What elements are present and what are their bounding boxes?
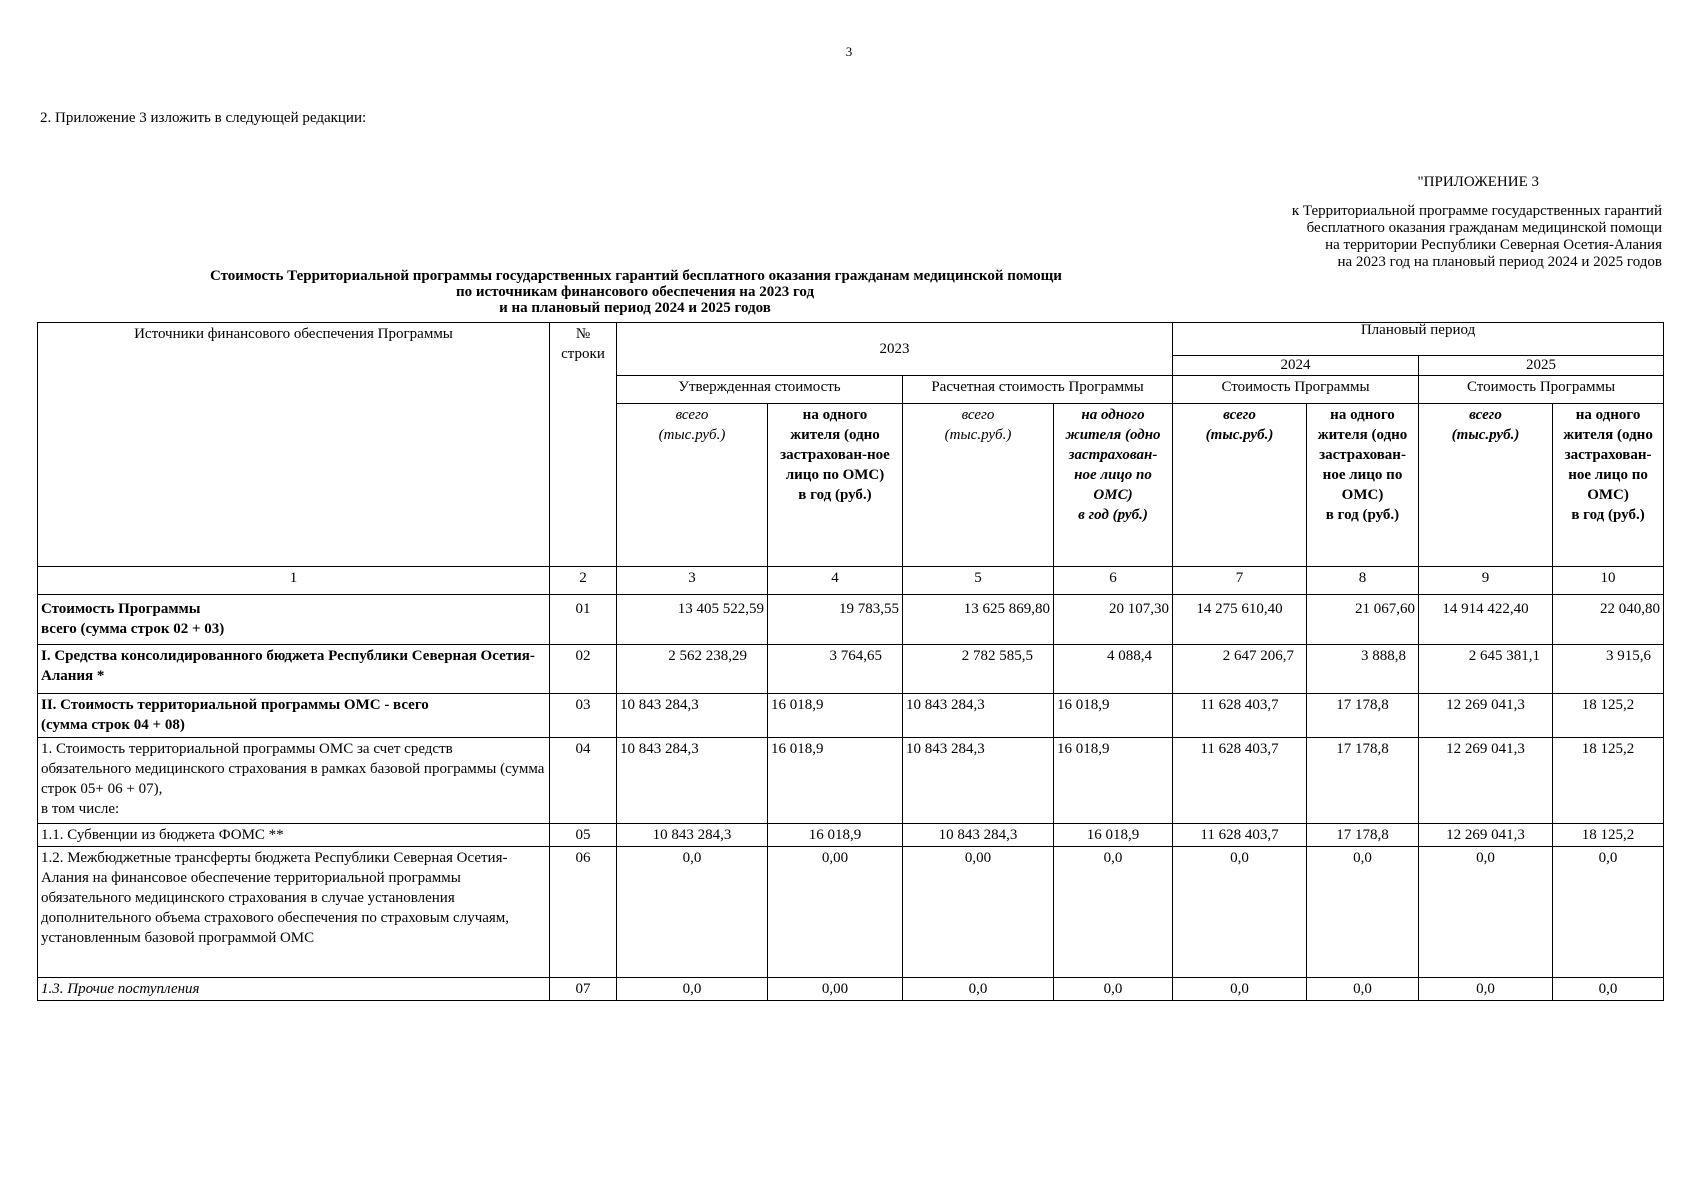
appendix-line: бесплатного оказания гражданам медицинской помощи [1306, 220, 1662, 236]
cell-value: 17 178,8 [1307, 694, 1419, 738]
cell-value: 14 914 422,40 [1419, 595, 1553, 645]
cell-value: 0,0 [1173, 847, 1307, 978]
cost-table [37, 322, 1664, 1001]
cell-value: 0,0 [1054, 978, 1173, 1001]
cell-value: 17 178,8 [1307, 824, 1419, 847]
row-number: 05 [550, 824, 617, 847]
cell-value: 10 843 284,3 [903, 738, 1054, 824]
cell-value: 18 125,2 [1553, 738, 1664, 824]
row-number: 04 [550, 738, 617, 824]
cell-value: 11 628 403,7 [1173, 824, 1307, 847]
cell-value: 0,00 [768, 847, 903, 978]
cell-value: 3 915,6 [1553, 645, 1664, 694]
cell-value: 4 088,4 [1054, 645, 1173, 694]
cell-value: 21 067,60 [1307, 595, 1419, 645]
intro-text: 2. Приложение 3 изложить в следующей редакции: [40, 110, 367, 126]
cell-value: 10 843 284,3 [617, 824, 768, 847]
row-number: 02 [550, 645, 617, 694]
appendix-line: на 2023 год на плановый период 2024 и 2025 годов [1337, 254, 1662, 270]
cell-value: 14 275 610,40 [1173, 595, 1307, 645]
column-number: 9 [1419, 567, 1553, 595]
table-row [38, 847, 1664, 978]
cell-value: 0,0 [1553, 978, 1664, 1001]
cell-value: 3 888,8 [1307, 645, 1419, 694]
row-label: 1. Стоимость территориальной программы ОМС за счет средств обязательного медицинского страхования в рамках базовой программы (сумма строк 05+ 06 + 07), в том числе: [38, 738, 550, 824]
document-title-line: Стоимость Территориальной программы государственных гарантий бесплатного оказания гражданам медицинской помощи [210, 268, 1062, 284]
cell-value: 0,0 [1553, 847, 1664, 978]
header-per-capita-10: на одного жителя (одно застрахован- ное лицо по ОМС) в год (руб.) [1553, 404, 1664, 567]
cell-value: 0,0 [1307, 847, 1419, 978]
header-year-2023: 2023 [617, 323, 1173, 376]
header-estimated-cost: Расчетная стоимость Программы [903, 376, 1173, 404]
header-per-capita-4: на одного жителя (одно застрахован-ное лицо по ОМС) в год (руб.) [768, 404, 903, 567]
cell-value: 11 628 403,7 [1173, 738, 1307, 824]
cell-value: 10 843 284,3 [903, 824, 1054, 847]
cell-value: 13 405 522,59 [617, 595, 768, 645]
cell-value: 17 178,8 [1307, 738, 1419, 824]
page-number: 3 [845, 44, 853, 59]
cell-value: 22 040,80 [1553, 595, 1664, 645]
cell-value: 2 562 238,29 [617, 645, 768, 694]
row-number: 07 [550, 978, 617, 1001]
cell-value: 0,0 [1054, 847, 1173, 978]
table-row [38, 694, 1664, 738]
row-label: II. Стоимость территориальной программы ОМС - всего (сумма строк 04 + 08) [38, 694, 550, 738]
appendix-title: "ПРИЛОЖЕНИЕ 3 [1417, 174, 1539, 190]
row-label: 1.3. Прочие поступления [38, 978, 550, 1001]
row-label: 1.1. Субвенции из бюджета ФОМС ** [38, 824, 550, 847]
cell-value: 20 107,30 [1054, 595, 1173, 645]
header-program-cost-2024: Стоимость Программы [1173, 376, 1419, 404]
cell-value: 16 018,9 [768, 738, 903, 824]
cell-value: 18 125,2 [1553, 824, 1664, 847]
cell-value: 2 647 206,7 [1173, 645, 1307, 694]
header-row-number-column: № строки [550, 323, 617, 567]
row-number: 03 [550, 694, 617, 738]
cell-value: 0,0 [903, 978, 1054, 1001]
table-row [38, 595, 1664, 645]
document-title-line: и на плановый период 2024 и 2025 годов [499, 300, 771, 316]
cell-value: 19 783,55 [768, 595, 903, 645]
cell-value: 18 125,2 [1553, 694, 1664, 738]
table-row [38, 978, 1664, 1001]
appendix-subtitle [1292, 203, 1662, 271]
column-number: 6 [1054, 567, 1173, 595]
column-number: 7 [1173, 567, 1307, 595]
cell-value: 0,0 [617, 847, 768, 978]
column-number: 10 [1553, 567, 1664, 595]
cell-value: 11 628 403,7 [1173, 694, 1307, 738]
row-label: 1.2. Межбюджетные трансферты бюджета Республики Северная Осетия-Алания на финансовое обеспечение территориальной программы обязательного медицинского страхования в случае установления дополнительного объема страхового обеспечения по страховым случаям, установленным базовой программой ОМС [38, 847, 550, 978]
cell-value: 12 269 041,3 [1419, 738, 1553, 824]
cell-value: 2 645 381,1 [1419, 645, 1553, 694]
column-number: 2 [550, 567, 617, 595]
header-total-7: всего (тыс.руб.) [1173, 404, 1307, 567]
header-total-3: всего (тыс.руб.) [617, 404, 768, 567]
cell-value: 16 018,9 [1054, 738, 1173, 824]
cell-value: 12 269 041,3 [1419, 694, 1553, 738]
row-label: Стоимость Программы всего (сумма строк 02 + 03) [38, 595, 550, 645]
header-planning-period: Плановый период [1173, 323, 1664, 356]
cell-value: 10 843 284,3 [903, 694, 1054, 738]
header-source-column: Источники финансового обеспечения Программы [38, 323, 550, 567]
appendix-line: к Территориальной программе государственных гарантий [1291, 203, 1662, 219]
cell-value: 0,0 [1419, 978, 1553, 1001]
row-label: I. Средства консолидированного бюджета Республики Северная Осетия-Алания * [38, 645, 550, 694]
header-total-5: всего (тыс.руб.) [903, 404, 1054, 567]
header-per-capita-6: на одного жителя (одно застрахован- ное лицо по ОМС) в год (руб.) [1054, 404, 1173, 567]
cell-value: 0,0 [617, 978, 768, 1001]
column-number: 5 [903, 567, 1054, 595]
column-number: 8 [1307, 567, 1419, 595]
document-title-line: по источникам финансового обеспечения на 2023 год [455, 284, 815, 300]
header-year-2025: 2025 [1419, 356, 1664, 376]
table-row [38, 738, 1664, 824]
cell-value: 0,00 [903, 847, 1054, 978]
cell-value: 0,0 [1419, 847, 1553, 978]
row-number: 01 [550, 595, 617, 645]
document-title [210, 268, 1062, 316]
cell-value: 0,0 [1307, 978, 1419, 1001]
header-year-2024: 2024 [1173, 356, 1419, 376]
table-row [38, 645, 1664, 694]
cell-value: 13 625 869,80 [903, 595, 1054, 645]
cell-value: 12 269 041,3 [1419, 824, 1553, 847]
cell-value: 10 843 284,3 [617, 694, 768, 738]
cell-value: 3 764,65 [768, 645, 903, 694]
cell-value: 16 018,9 [768, 824, 903, 847]
row-number: 06 [550, 847, 617, 978]
header-per-capita-8: на одного жителя (одно застрахован- ное лицо по ОМС) в год (руб.) [1307, 404, 1419, 567]
cell-value: 2 782 585,5 [903, 645, 1054, 694]
header-program-cost-2025: Стоимость Программы [1419, 376, 1664, 404]
header-approved-cost: Утвержденная стоимость [617, 376, 903, 404]
cell-value: 10 843 284,3 [617, 738, 768, 824]
cell-value: 16 018,9 [768, 694, 903, 738]
cell-value: 0,00 [768, 978, 903, 1001]
cell-value: 0,0 [1173, 978, 1307, 1001]
cell-value: 16 018,9 [1054, 694, 1173, 738]
table-row [38, 824, 1664, 847]
cell-value: 16 018,9 [1054, 824, 1173, 847]
column-number: 1 [38, 567, 550, 595]
appendix-line: на территории Республики Северная Осетия-Алания [1325, 237, 1662, 253]
header-total-9: всего (тыс.руб.) [1419, 404, 1553, 567]
column-number: 4 [768, 567, 903, 595]
column-number: 3 [617, 567, 768, 595]
